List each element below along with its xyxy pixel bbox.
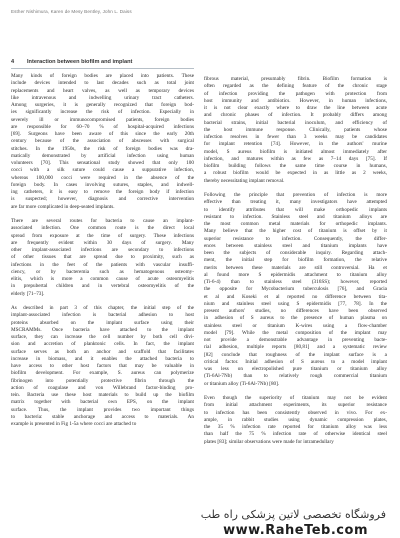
left-column xyxy=(11,73,194,436)
paragraph xyxy=(11,73,194,211)
text-line: of infection providing the pathogen with protection from xyxy=(204,90,387,97)
text-line: ciency, or by bacteremia such as hematogenous osteomy- xyxy=(11,268,194,275)
text-line: from initial attachment experiments, its superior resistance xyxy=(204,402,387,409)
text-line: example is presented in Fig 1-5a where cocci are attached to xyxy=(11,421,137,427)
text-line: [82] conclude that roughness of the implant surface is a xyxy=(204,351,387,358)
text-line: to bacteria: stable anchorage and access to materials. An xyxy=(11,413,194,420)
text-line: in prepubertal children and in vertebral osteomyelitis of the xyxy=(11,283,194,290)
text-line: infection, and matures within as few as 7–14 days [75]. If xyxy=(204,155,387,162)
text-line: [69]. Surgeons have been aware of this since the early 20th xyxy=(11,131,194,137)
text-line: model [79]. While the metal composition of the implant may xyxy=(204,329,387,336)
footer-fade xyxy=(0,483,400,493)
text-line: rial adhesion, multiple reports [80,81] and a systematic review xyxy=(204,344,387,351)
text-line: There are several routes for bacteria to cause an implant- xyxy=(11,218,194,224)
text-line: elitis, which is more a common cause of acute osteomyelitis xyxy=(11,276,194,282)
text-line: ences between stainless steel and titanium implants have xyxy=(204,242,387,249)
running-head: Esther Nishimura, Karen de Mesy Bentley, John L. Daiss xyxy=(11,9,132,14)
text-line: ample, in rabbit studies using dynamic compression plates, xyxy=(204,416,387,423)
text-line: proteins absorbed on the implant surface using their xyxy=(11,319,194,326)
text-line: than half the 75 % infection rate of otherwise identical steel xyxy=(204,431,387,438)
text-line: the opposite for Mycobacterium tuberculosis [76], and Gracia xyxy=(204,286,387,293)
text-line: superior resistance to infection. Consequently, the differ- xyxy=(204,235,387,242)
watermark-url[interactable]: www.RaheTeb.com xyxy=(223,523,368,538)
text-line: infection resolves in fewer than 3 weeks may be candidates xyxy=(204,134,387,140)
text-line: As described in part 3 of this chapter, the initial step of the xyxy=(11,305,194,311)
text-line: to infection has been consistently observed in vivo. For ex- xyxy=(204,409,387,416)
text-line: it is not clear exactly where to draw the line between acute xyxy=(204,105,387,111)
text-line: infections in the feet of the patients with vascular insuffi- xyxy=(11,261,194,268)
text-line: matically demonstrated by artificial infection using human xyxy=(11,152,194,159)
text-line: to identify attributes that will make orthopedic implants xyxy=(204,206,387,213)
text-line: increase in biomass, and it enables the attached bacteria to xyxy=(11,355,194,362)
text-line: (Ti-6Al-7Nb) than to relatively rough commercial titanium xyxy=(204,373,387,380)
text-line: Many kinds of foreign bodies are placed into patients. These xyxy=(11,73,194,79)
text-line: present authors' studies, no differences have been observed xyxy=(204,308,387,314)
text-line: action of coagulase and von Willebrand factor-binding pro- xyxy=(11,384,194,391)
text-line: are frequently evident within 30 days of surgery. Many xyxy=(11,239,194,246)
text-line: the 35 % infection rate reported for titanium alloy was less xyxy=(204,424,387,430)
text-line: et al and Koseki et al reported no difference between tita- xyxy=(204,293,387,300)
text-line: was less on electropolished pure titanium or titanium alloy xyxy=(204,366,387,372)
text-line: have access to other host factors that may be valuable in xyxy=(11,363,194,369)
text-line: of other tissues that are spread due to proximity, such as xyxy=(11,254,194,261)
paragraph xyxy=(204,192,387,388)
text-line: al found more S epidermidis attachment to titanium alloy xyxy=(204,271,387,278)
text-line: critical factor. Initial adhesion of S aureus to a model implant xyxy=(204,358,387,365)
text-line: like intravenous and indwelling urinary tract catheters. xyxy=(11,94,194,101)
text-line: surface. Thus, the implant provides two important things xyxy=(11,406,194,413)
text-line: model, S aureus biofilm is initiated almost immediately after xyxy=(204,148,387,155)
text-line: or titanium alloy (Ti-6Al-7Nb) [80]. xyxy=(204,380,280,387)
text-line: bacterial strains, initial bacterial inoculum, and efficiency of xyxy=(204,119,387,126)
text-line: resistant to infection. Stainless steel and titanium alloys are xyxy=(204,213,387,220)
text-line: include devices intended to last decades such as total joint xyxy=(11,80,194,87)
text-line: is suspected; however, diagnosis and corrective intervention xyxy=(11,196,194,203)
text-line: nium and stainless steel using S epidermidis [77, 78]. In the xyxy=(204,300,387,307)
text-line: host immunity and antibiotics. However, in human infections, xyxy=(204,97,387,104)
text-line: foreign body. In cases involving sutures, staples, and indwell- xyxy=(11,181,194,188)
text-line: are far more complicated in deep-seated implants. xyxy=(11,203,115,210)
text-line: a robust biofilm would be expected in as little as 2 weeks, xyxy=(204,170,387,177)
text-line: thereby necessitating implant removal. xyxy=(204,177,285,184)
text-line: tein. Bacteria use these host materials to build up the biofilm xyxy=(11,392,194,398)
text-line: matrix together with bacterial own EPS, on the implant xyxy=(11,399,194,406)
text-line: stitches. In the 1950s, the risk of foreign bodies was dra- xyxy=(11,145,194,152)
text-line: whereas 100,000 cocci were required in the absence of the xyxy=(11,174,194,181)
paragraph xyxy=(11,218,194,298)
text-line: severely ill or immunocompromised patients, foreign bodies xyxy=(11,116,194,123)
text-line: been the subjects of considerable inquiry. Regarding attach- xyxy=(204,250,387,256)
text-line: often regarded as the defining feature of the chronic stage xyxy=(204,83,387,90)
text-line: ies significantly increase the risk of infection. Especially in xyxy=(11,109,194,116)
text-line: Among surgeries, it is generally recognized that foreign bod- xyxy=(11,102,194,108)
text-line: biofilm development. For example, S. aureus can polymerize xyxy=(11,370,194,377)
text-line: Even though the superiority of titanium may not be evident xyxy=(204,395,387,401)
text-line: (Ti-6-4) than to stainless steel (316SS); however, reported xyxy=(204,279,387,285)
text-line: elderly [71–73]. xyxy=(11,290,45,297)
text-line: replacements and heart valves, as well as temporary devices xyxy=(11,87,194,94)
text-line: associated infection. One common route is the direct local xyxy=(11,225,194,232)
text-line: stainless steel or titanium K-wires using a flow-chamber xyxy=(204,322,387,329)
text-line: biofilm building follows the same time course in humans, xyxy=(204,163,387,169)
text-line: are responsible for 60–70 % of hospital-acquired infections xyxy=(11,123,194,130)
text-line: ment, the initial step for biofilm formation, the relative xyxy=(204,257,387,264)
text-line: Many believe that the higher cost of titanium is offset by it xyxy=(204,228,387,235)
paragraph xyxy=(204,76,387,185)
text-line: surface, they can increase the cell number by both cell divi- xyxy=(11,334,194,340)
text-line: surface serves as both an anchor and scaffold that facilitates xyxy=(11,348,194,355)
text-line: fibrous material, presumably fibrin. Biofilm formation is xyxy=(204,76,387,82)
text-line: and chronic phases of infection. It probably differs among xyxy=(204,112,387,119)
section-heading xyxy=(11,59,194,69)
watermark-tagline: فروشگاه تخصصی لاتین پزشکی راه طب xyxy=(200,508,386,521)
text-line: the host immune response. Clinically, patients whose xyxy=(204,126,387,133)
text-line: other implant-associated infections are secondary to infections xyxy=(11,247,194,253)
section-number: 4 xyxy=(11,59,15,65)
paragraph xyxy=(11,305,194,428)
text-line: effective than treating it, many investigators have attempted xyxy=(204,199,387,206)
text-line: century because of the association of abscesses with surgical xyxy=(11,138,194,145)
text-line: fibrinogen into potentially protective fibrin through the xyxy=(11,377,194,384)
text-line: in adhesion of S aureus to the presence of human plasma on xyxy=(204,315,387,322)
text-line: Following the principle that prevention of infection is more xyxy=(204,192,387,198)
section-title: Interaction between biofilm and implant xyxy=(27,59,133,65)
text-line: plates [83]; similar observations were made for intramedullary xyxy=(204,438,334,445)
text-line: spread from exposure at the time of surgery. These infections xyxy=(11,232,194,239)
paragraph xyxy=(204,395,387,446)
text-line: implant-associated infection is bacterial adhesion to host xyxy=(11,312,194,319)
watermark-footer xyxy=(0,483,400,538)
text-line: sion and accretion of planktonic cells. In fact, the implant xyxy=(11,341,194,348)
text-line: volunteers [70]. This sensational study showed that only 100 xyxy=(11,160,194,166)
text-line: for implant retention [74]. However, in the authors' murine xyxy=(204,141,387,148)
text-line: the most common metal materials for orthopedic implants. xyxy=(204,221,387,227)
text-line: ing catheters, it is easy to remove the foreign body if infection xyxy=(11,189,194,195)
right-column xyxy=(204,76,387,453)
text-line: MSCRAMMs. Once bacteria have attached to the implant xyxy=(11,326,194,333)
text-line: merits between these materials are still controversial. Ha et xyxy=(204,264,387,271)
text-line: cocci with a silk suture could cause a suppurative infection, xyxy=(11,167,194,174)
text-line: not provide a demonstrable advantage in preventing bacte- xyxy=(204,337,387,343)
